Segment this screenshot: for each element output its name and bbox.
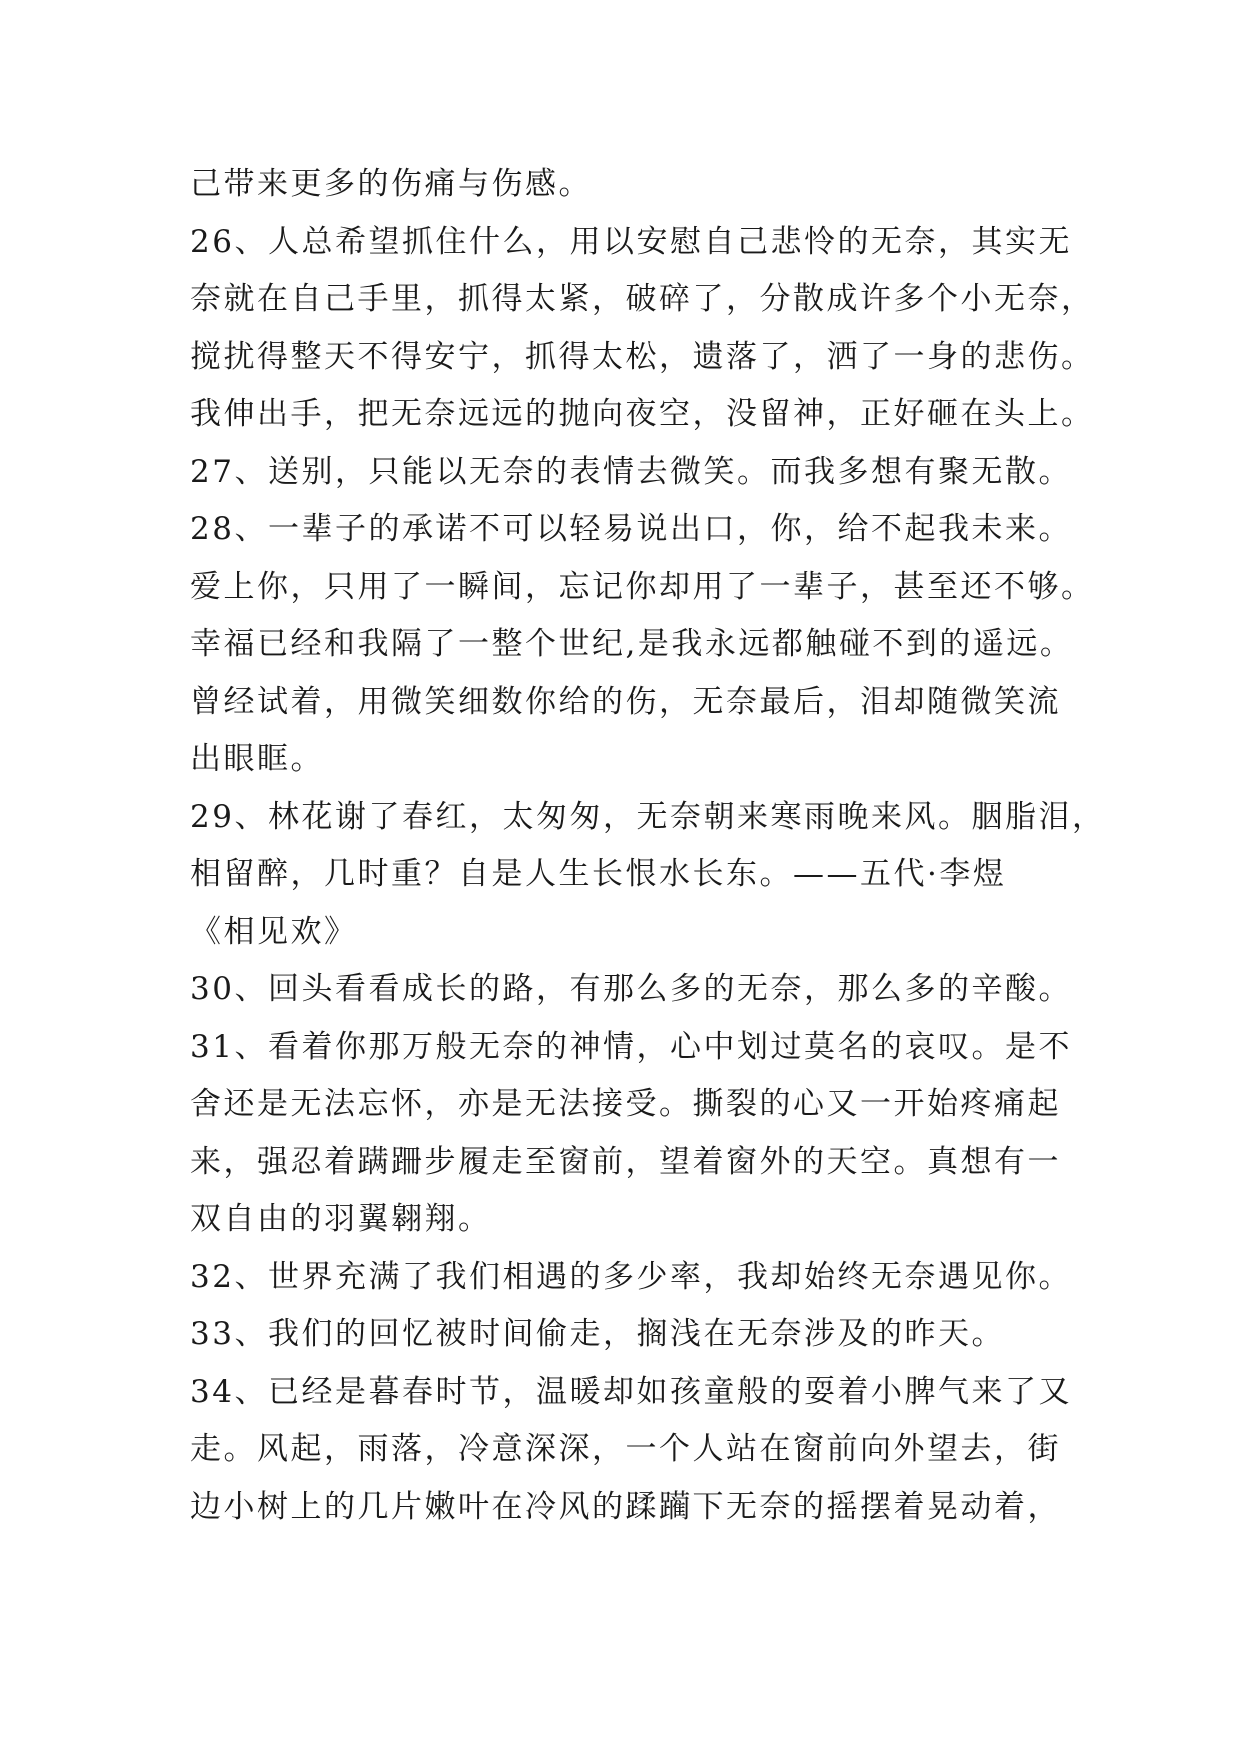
body-text [190, 156, 1106, 1536]
text-line: 《相见欢》 [190, 913, 358, 950]
text-line: 来，强忍着蹒跚步履走至窗前，望着窗外的天空。真想有一 [190, 1143, 1061, 1180]
text-line: 32、世界充满了我们相遇的多少率，我却始终无奈遇见你。 [190, 1258, 1072, 1295]
text-line: 爱上你，只用了一瞬间，忘记你却用了一辈子，甚至还不够。 [190, 568, 1095, 605]
text-line: 出眼眶。 [190, 741, 324, 777]
text-line: 己带来更多的伤痛与伤感。 [190, 166, 592, 202]
text-line: 曾经试着，用微笑细数你给的伤，无奈最后，泪却随微笑流 [190, 683, 1061, 720]
text-line: 搅扰得整天不得安宁，抓得太松，遗落了，洒了一身的悲伤。 [190, 338, 1095, 375]
text-line: 34、已经是暮春时节，温暖却如孩童般的耍着小脾气来了又 [190, 1373, 1072, 1410]
text-line: 幸福已经和我隔了一整个世纪,是我永远都触碰不到的遥远。 [190, 626, 1074, 662]
text-line: 双自由的羽翼翱翔。 [190, 1201, 492, 1237]
text-line: 30、回头看看成长的路，有那么多的无奈，那么多的辛酸。 [190, 971, 1072, 1007]
text-line: 33、我们的回忆被时间偷走，搁浅在无奈涉及的昨天。 [190, 1316, 1005, 1352]
text-line: 26、人总希望抓住什么，用以安慰自己悲怜的无奈，其实无 [190, 223, 1072, 260]
text-line: 相留醉，几时重？自是人生长恨水长东。——五代·李煜 [190, 856, 1007, 892]
text-line: 28、一辈子的承诺不可以轻易说出口，你，给不起我未来。 [190, 511, 1072, 547]
text-line: 我伸出手，把无奈远远的抛向夜空，没留神，正好砸在头上。 [190, 396, 1095, 432]
text-line: 舍还是无法忘怀，亦是无法接受。撕裂的心又一开始疼痛起 [190, 1086, 1061, 1122]
text-line: 边小树上的几片嫩叶在冷风的蹂躏下无奈的摇摆着晃动着， [190, 1488, 1061, 1525]
text-line: 29、林花谢了春红，太匆匆，无奈朝来寒雨晚来风。胭脂泪， [190, 798, 1106, 835]
text-line: 奈就在自己手里，抓得太紧，破碎了，分散成许多个小无奈， [190, 281, 1095, 317]
text-line: 27、送别，只能以无奈的表情去微笑。而我多想有聚无散。 [190, 453, 1072, 490]
text-line: 走。风起，雨落，冷意深深，一个人站在窗前向外望去，街 [190, 1431, 1061, 1467]
text-line: 31、看着你那万般无奈的神情，心中划过莫名的哀叹。是不 [190, 1028, 1072, 1065]
